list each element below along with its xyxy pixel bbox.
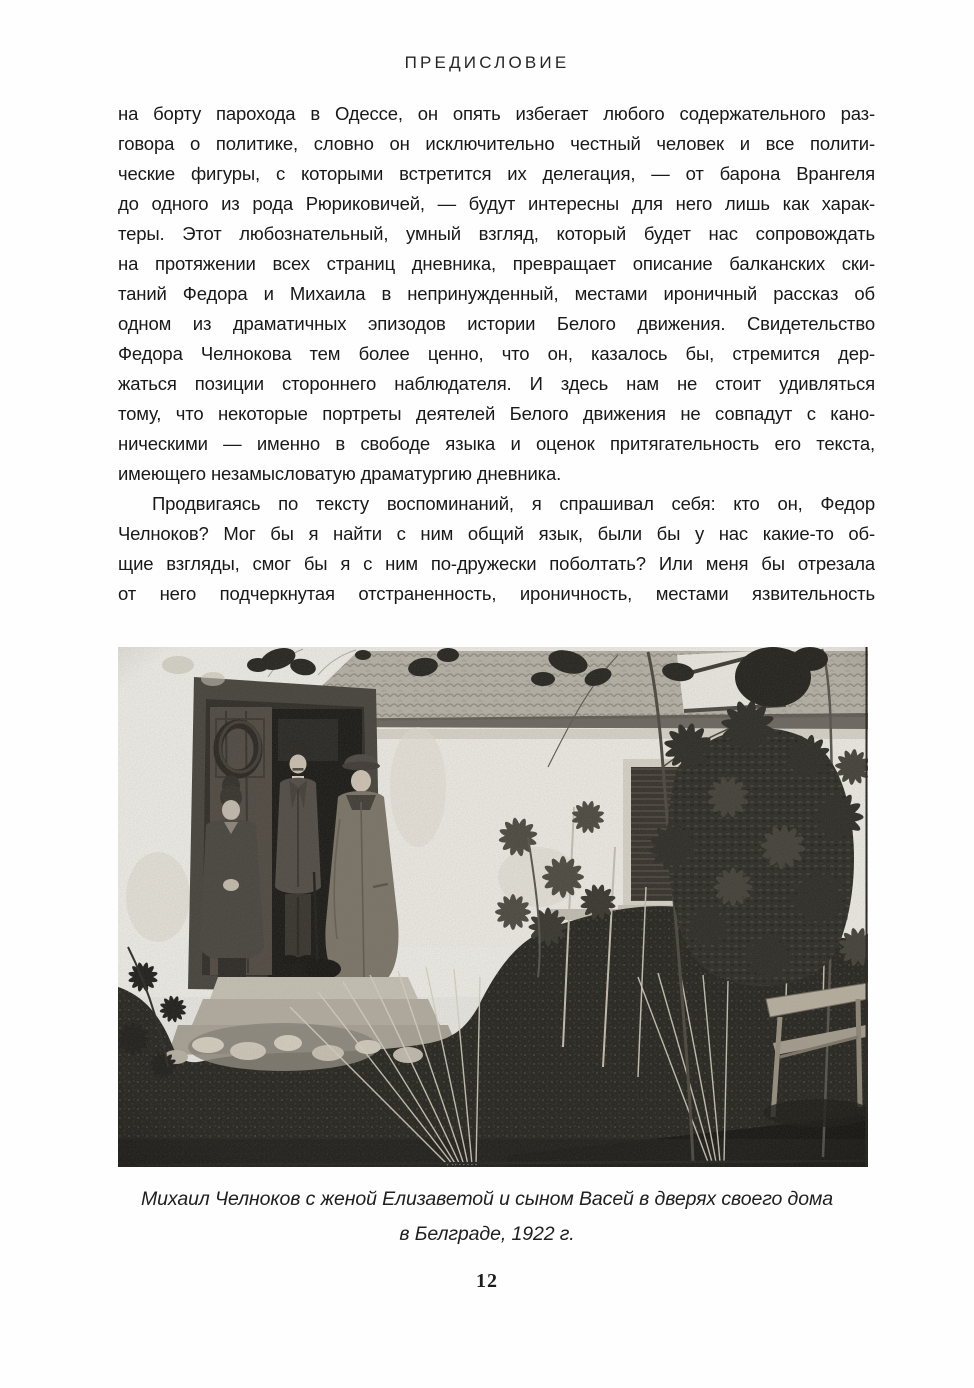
caption-line-2: в Белграде, 1922 г. — [399, 1223, 575, 1245]
vignette — [118, 647, 868, 1167]
page-number: 12 — [476, 1270, 498, 1292]
caption-line-1: Михаил Челноков с женой Елизаветой и сыном Васей в дверях своего дома — [141, 1188, 833, 1210]
text-line: от него подчеркнутая отстраненность, ироничность, местами язвительность — [118, 583, 875, 604]
text-line: имеющего незамысловатую драматургию дневника. — [118, 463, 562, 484]
text-line: Федора Челнокова тем более ценно, что он, казалось бы, стремится дер- — [118, 343, 875, 364]
text-line: Челноков? Мог бы я найти с ним общий язык, были бы у нас какие-то об- — [118, 523, 875, 544]
text-line: ческие фигуры, с которыми встретится их делегация, — от барона Врангеля — [118, 163, 875, 184]
text-line: одном из драматичных эпизодов истории Белого движения. Свидетельство — [118, 313, 875, 334]
text-line: на протяжении всех страниц дневника, превращает описание балканских ски- — [118, 253, 875, 274]
text-line: жаться позиции стороннего наблюдателя. И здесь нам не стоит удивляться — [118, 373, 875, 394]
text-line: говора о политике, словно он исключительно честный человек и все полити- — [118, 133, 875, 154]
text-line: щие взгляды, смог бы я с ним по-дружески поболтать? Или меня бы отрезала — [118, 553, 875, 574]
paragraph-1 — [118, 99, 875, 489]
photograph — [118, 647, 868, 1167]
text-line: Продвигаясь по тексту воспоминаний, я спрашивал себя: кто он, Федор — [152, 493, 875, 514]
photo-caption — [60, 1182, 914, 1252]
running-head: ПРЕДИСЛОВИЕ — [404, 53, 570, 72]
body-text — [118, 99, 875, 609]
text-line: на борту парохода в Одессе, он опять избегает любого содержательного раз- — [118, 103, 875, 124]
text-line: ническими — именно в свободе языка и оценок притягательность его текста, — [118, 433, 875, 454]
text-line: таний Федора и Михаила в непринужденный, местами ироничный рассказ об — [118, 283, 875, 304]
paragraph-2 — [118, 489, 875, 609]
text-line: теры. Этот любознательный, умный взгляд, который будет нас сопровождать — [118, 223, 875, 244]
photo-illustration — [118, 647, 868, 1167]
text-line: до одного из рода Рюриковичей, — будут интересны для него лишь как харак- — [118, 193, 875, 214]
text-line: тому, что некоторые портреты деятелей Белого движения не совпадут с кано- — [118, 403, 875, 424]
